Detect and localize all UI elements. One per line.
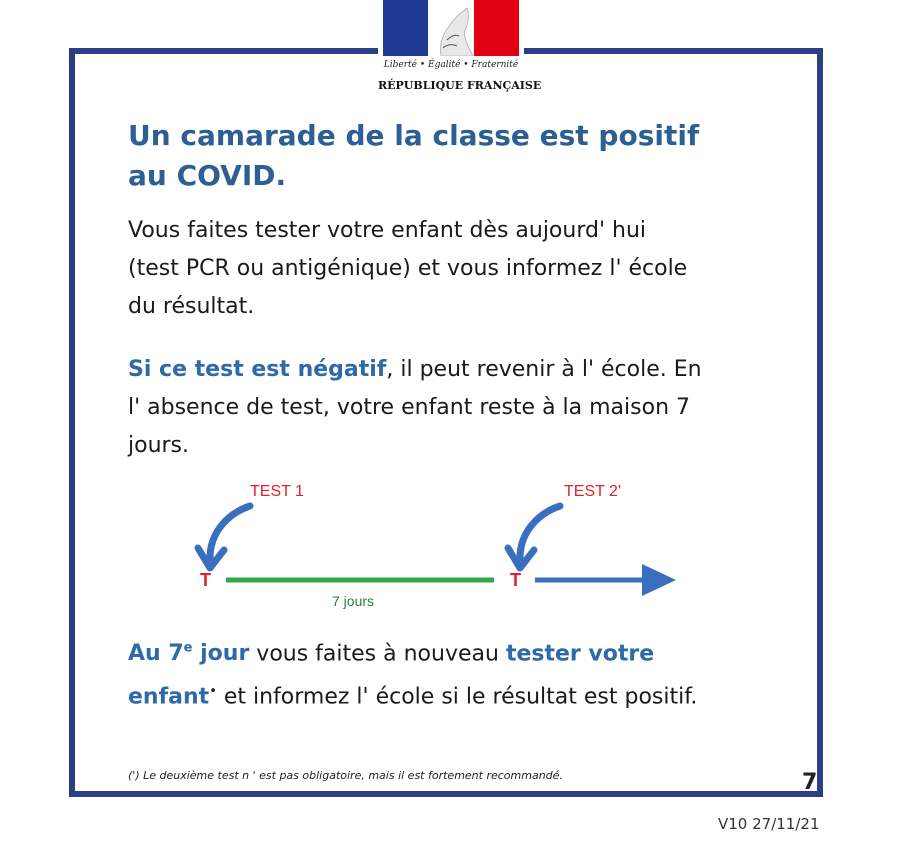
paragraph3-text2: et informez l' école si le résultat est positif. — [216, 684, 698, 710]
footnote: (') Le deuxième test n ' est pas obligatoire, mais il est fortement recommandé. — [128, 769, 563, 782]
marker-t1: T — [200, 570, 211, 590]
republique-francaise-logo — [378, 0, 542, 104]
child-highlight: enfant — [128, 684, 210, 710]
paragraph-day-seven — [128, 630, 808, 717]
paragraph2-rest: , il peut revenir à l' école. En — [386, 357, 702, 382]
day-seven-prefix: Au 7 — [128, 641, 184, 667]
test-child-highlight: tester votre — [505, 641, 655, 667]
paragraph1-line1: Vous faites tester votre enfant dès aujourd' hui — [128, 218, 646, 243]
marianne-flag-icon — [383, 0, 519, 56]
title-line-1: Un camarade de la classe est positif — [128, 119, 700, 152]
page-title — [128, 116, 818, 196]
page-number: 7 — [802, 770, 818, 795]
day-seven-sup: e — [183, 641, 193, 656]
test1-curved-arrow-icon — [210, 506, 250, 558]
paragraph2-line3: jours. — [128, 433, 190, 458]
paragraph-negative-result — [128, 351, 808, 465]
day-seven-highlight — [128, 641, 249, 666]
right-arrow-icon — [642, 564, 676, 596]
test-timeline-diagram — [180, 476, 700, 616]
paragraph2-line1 — [128, 351, 808, 389]
republique-name: RÉPUBLIQUE FRANÇAISE — [378, 79, 542, 92]
test2-curved-arrow-icon — [520, 506, 560, 558]
paragraph3-line1 — [128, 630, 808, 673]
seven-days-label: 7 jours — [332, 593, 375, 609]
republique-motto: Liberté • Égalité • Fraternité — [383, 60, 519, 70]
title-line-2: au COVID. — [128, 159, 287, 192]
day-seven-suffix: jour — [192, 641, 250, 667]
paragraph1-line2: (test PCR ou antigénique) et vous informez l' école — [128, 256, 688, 281]
paragraph-test-instructions — [128, 212, 808, 326]
marker-t2: T — [510, 570, 521, 590]
test1-label: TEST 1 — [250, 483, 304, 500]
paragraph2-line2: l' absence de test, votre enfant reste à la maison 7 — [128, 395, 691, 420]
paragraph3-line2 — [128, 673, 808, 716]
negative-test-highlight: Si ce test est négatif — [128, 357, 387, 382]
test2-label: TEST 2' — [564, 483, 621, 500]
version-date: V10 27/11/21 — [718, 815, 820, 833]
asterisk-mark: • — [209, 684, 217, 700]
paragraph3-text1: vous faites à nouveau — [249, 641, 506, 667]
paragraph1-line3: du résultat. — [128, 294, 255, 319]
